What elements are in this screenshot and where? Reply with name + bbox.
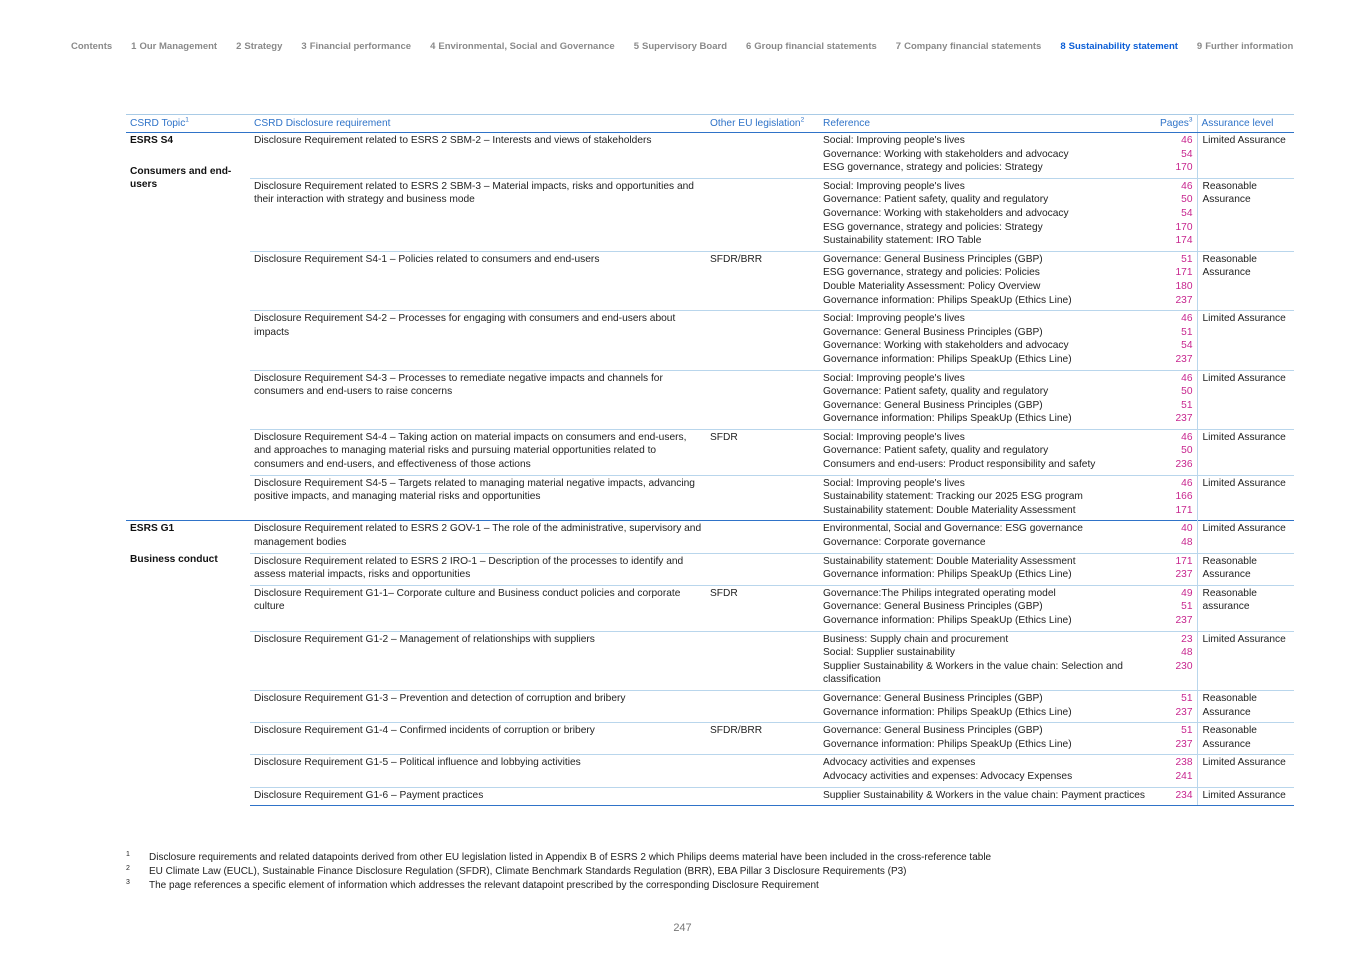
header-disclosure-requirement: CSRD Disclosure requirement	[250, 115, 706, 133]
footnote-mark: 2	[126, 865, 130, 872]
page-link[interactable]: 237	[1175, 706, 1193, 718]
header-assurance-level: Assurance level	[1197, 115, 1294, 133]
page-link[interactable]: 241	[1175, 770, 1193, 782]
reference-cell	[819, 133, 1156, 179]
nav-number: 7	[895, 40, 902, 52]
footnote-text: The page references a specific element of information which addresses the relevant datapoint prescribed by the corresponding Disclosure Requirement	[149, 880, 819, 891]
table-row	[126, 251, 1294, 310]
footnote	[126, 851, 991, 865]
assurance-level-cell: Limited Assurance	[1197, 429, 1294, 475]
page-link[interactable]: 46	[1181, 477, 1193, 489]
table-row	[126, 723, 1294, 755]
page-link[interactable]: 48	[1181, 647, 1193, 659]
page-link[interactable]: 40	[1181, 523, 1193, 535]
disclosure-requirement-cell: Disclosure Requirement G1-4 – Confirmed incidents of corruption or bribery	[250, 723, 706, 755]
eu-legislation-cell	[706, 787, 819, 806]
pages-cell	[1156, 429, 1197, 475]
reference-cell	[819, 178, 1156, 251]
reference-cell	[819, 755, 1156, 787]
eu-legislation-cell: SFDR	[706, 585, 819, 631]
nav-label: Financial performance	[309, 40, 412, 52]
page-link[interactable]: 171	[1175, 504, 1193, 516]
pages-cell	[1156, 133, 1197, 179]
eu-legislation-cell	[706, 631, 819, 690]
reference-line[interactable]: Governance: General Business Principles (GBP)	[823, 725, 1043, 737]
reference-line[interactable]: Consumers and end-users: Product responsibility and safety	[823, 459, 1096, 471]
table-row	[126, 429, 1294, 475]
assurance-level-cell: Reasonable assurance	[1197, 585, 1294, 631]
disclosure-requirement-cell: Disclosure Requirement G1-3 – Prevention and detection of corruption and bribery	[250, 690, 706, 722]
eu-legislation-cell	[706, 690, 819, 722]
page-link[interactable]: 46	[1181, 372, 1193, 384]
disclosure-requirement-cell: Disclosure Requirement related to ESRS 2 IRO-1 – Description of the processes to identify and assess material impacts, risks and opportunities	[250, 553, 706, 585]
table-row	[126, 311, 1294, 370]
eu-legislation-cell	[706, 553, 819, 585]
disclosure-requirement-cell: Disclosure Requirement S4-2 – Processes for engaging with consumers and end-users about impacts	[250, 311, 706, 370]
header-csrd-topic: CSRD Topic$^1$	[126, 115, 250, 133]
page-link[interactable]: 54	[1181, 148, 1193, 160]
reference-cell	[819, 585, 1156, 631]
page-link[interactable]: 237	[1175, 615, 1193, 626]
csrd-topic-cell	[126, 521, 250, 806]
assurance-level-cell: Limited Assurance	[1202, 135, 1286, 146]
pages-cell	[1156, 690, 1197, 722]
table-row	[126, 521, 1294, 553]
nav-number: 4	[430, 40, 436, 52]
reference-line[interactable]: Governance: General Business Principles (GBP)	[823, 692, 1043, 704]
page-link[interactable]: 48	[1181, 537, 1193, 549]
disclosure-requirement-cell: Disclosure Requirement G1-1– Corporate culture and Business conduct policies and corporate culture	[250, 585, 706, 631]
eu-legislation-cell	[706, 311, 819, 370]
reference-line[interactable]: Governance information: Philips SpeakUp (Ethics Line)	[823, 413, 1072, 425]
eu-legislation-cell	[706, 370, 819, 429]
nav-label: Our Management	[139, 40, 218, 52]
footnote	[126, 879, 991, 893]
pages-cell	[1156, 755, 1197, 787]
pages-cell	[1156, 787, 1197, 806]
nav-item-our-management[interactable]	[131, 41, 217, 52]
page-link[interactable]: 51	[1181, 725, 1193, 737]
nav-label: Group financial statements	[754, 40, 877, 52]
topic-name: Consumers and end-users	[130, 165, 232, 191]
table-row	[126, 631, 1294, 690]
reference-line[interactable]: Governance information: Philips SpeakUp (Ethics Line)	[823, 706, 1072, 718]
reference-cell	[819, 521, 1156, 553]
nav-number: 1	[131, 40, 137, 52]
page-link[interactable]: 51	[1181, 601, 1193, 613]
footnote-mark: 1	[126, 851, 130, 858]
reference-line[interactable]: Governance: Patient safety, quality and regulatory	[823, 194, 1049, 206]
reference-line[interactable]: Sustainability statement: Double Materiality Assessment	[823, 555, 1076, 567]
pages-cell	[1156, 178, 1197, 251]
nav-item-further-information[interactable]	[1197, 41, 1293, 52]
reference-line[interactable]: Social: Improving people's lives	[823, 135, 965, 146]
disclosure-requirement-cell: Disclosure Requirement related to ESRS 2 SBM-2 – Interests and views of stakeholders	[254, 135, 652, 146]
topic-name: Business conduct	[130, 554, 218, 566]
nav-label: Supervisory Board	[642, 40, 727, 52]
table-row	[126, 178, 1294, 251]
nav-label: Environmental, Social and Governance	[438, 40, 615, 52]
top-navigation	[68, 39, 1312, 53]
reference-line[interactable]: Supplier Sustainability & Workers in the value chain: Selection and classification	[823, 660, 1123, 686]
nav-label: Further information	[1205, 40, 1294, 52]
assurance-level-cell: Limited Assurance	[1197, 755, 1294, 787]
page-link[interactable]: 51	[1181, 692, 1193, 704]
reference-line[interactable]: Social: Improving people's lives	[823, 372, 965, 384]
pages-cell	[1156, 370, 1197, 429]
page-link[interactable]: 46	[1181, 135, 1193, 146]
page-link[interactable]: 234	[1175, 789, 1193, 801]
nav-item-company-financial-statements[interactable]	[896, 41, 1042, 52]
reference-line[interactable]: Governance: General Business Principles (GBP)	[823, 601, 1043, 613]
pages-cell	[1156, 475, 1197, 521]
assurance-level-cell: Limited Assurance	[1197, 370, 1294, 429]
table-row	[126, 133, 1294, 179]
reference-cell	[819, 723, 1156, 755]
nav-label: Strategy	[244, 40, 283, 52]
page-link[interactable]: 51	[1181, 399, 1193, 411]
reference-line[interactable]: Advocacy activities and expenses	[823, 757, 976, 769]
disclosure-requirement-cell: Disclosure Requirement related to ESRS 2 GOV-1 – The role of the administrative, supervisory and management bodies	[250, 521, 706, 553]
reference-line[interactable]: Business: Supply chain and procurement	[823, 633, 1009, 645]
page-link[interactable]: 180	[1175, 280, 1193, 292]
footnote	[126, 865, 991, 879]
reference-line[interactable]: Governance: Working with stakeholders and advocacy	[823, 207, 1069, 219]
nav-number: 6	[746, 40, 752, 52]
pages-cell	[1156, 251, 1197, 310]
topic-code: ESRS G1	[130, 523, 175, 535]
reference-line[interactable]: Social: Improving people's lives	[823, 180, 965, 192]
disclosure-requirement-cell: Disclosure Requirement S4-5 – Targets related to managing material negative impacts, advancing positive impacts, and managing material risks and opportunities	[250, 475, 706, 521]
reference-line[interactable]: Governance information: Philips SpeakUp (Ethics Line)	[823, 738, 1072, 750]
eu-legislation-cell	[706, 475, 819, 521]
page-link[interactable]: 236	[1175, 459, 1193, 471]
pages-cell	[1156, 521, 1197, 553]
nav-number: 3	[301, 40, 307, 52]
reference-cell	[819, 787, 1156, 806]
page-link[interactable]: 171	[1175, 555, 1193, 567]
header-other-eu-legislation: Other EU legislation$^2$	[706, 115, 819, 133]
disclosure-requirement-cell: Disclosure Requirement G1-6 – Payment practices	[250, 787, 706, 806]
assurance-level-cell: Limited Assurance	[1197, 631, 1294, 690]
page-link[interactable]: 23	[1181, 633, 1193, 645]
reference-line[interactable]: Environmental, Social and Governance: ESG governance	[823, 523, 1083, 535]
eu-legislation-cell	[706, 178, 819, 251]
page-link[interactable]: 170	[1175, 162, 1193, 174]
reference-line[interactable]: Governance: Corporate governance	[823, 537, 986, 549]
table-body	[126, 133, 1294, 806]
page-link[interactable]: 46	[1181, 431, 1193, 443]
reference-line[interactable]: Governance: Working with stakeholders and advocacy	[823, 148, 1069, 160]
reference-line[interactable]: Governance: Patient safety, quality and regulatory	[823, 445, 1049, 457]
reference-line[interactable]: Governance information: Philips SpeakUp (Ethics Line)	[823, 569, 1072, 581]
reference-line[interactable]: Governance: General Business Principles (GBP)	[823, 326, 1043, 338]
page-link[interactable]: 237	[1175, 738, 1193, 750]
reference-line[interactable]: Supplier Sustainability & Workers in the value chain: Payment practices	[823, 789, 1146, 801]
page-link[interactable]: 50	[1181, 445, 1193, 457]
reference-line[interactable]: ESG governance, strategy and policies: Strategy	[823, 221, 1043, 233]
reference-line[interactable]: Governance: Patient safety, quality and regulatory	[823, 386, 1049, 398]
pages-cell	[1156, 585, 1197, 631]
table-row	[126, 370, 1294, 429]
nav-item-sustainability-statement[interactable]	[1060, 41, 1178, 52]
eu-legislation-cell: SFDR/BRR	[706, 723, 819, 755]
reference-line[interactable]: Social: Supplier sustainability	[823, 647, 955, 659]
nav-number: 5	[633, 40, 639, 52]
nav-number: 2	[236, 40, 242, 52]
reference-line[interactable]: ESG governance, strategy and policies: Strategy	[823, 162, 1043, 174]
assurance-level-cell: Limited Assurance	[1197, 787, 1294, 806]
assurance-level-cell: Reasonable Assurance	[1197, 723, 1294, 755]
table-row	[126, 475, 1294, 521]
page-link[interactable]: 238	[1175, 757, 1193, 769]
header-pages: Pages$^3$	[1156, 115, 1197, 133]
pages-cell	[1156, 311, 1197, 370]
page-link[interactable]: 237	[1175, 294, 1193, 306]
disclosure-requirement-cell: Disclosure Requirement G1-2 – Management of relationships with suppliers	[250, 631, 706, 690]
reference-line[interactable]: Advocacy activities and expenses: Advocacy Expenses	[823, 770, 1073, 782]
reference-line[interactable]: Sustainability statement: Double Materiality Assessment	[823, 504, 1076, 516]
reference-cell	[819, 475, 1156, 521]
page-link[interactable]: 46	[1181, 180, 1193, 192]
csrd-topic-cell	[126, 133, 250, 521]
nav-item-esg[interactable]	[430, 41, 615, 52]
eu-legislation-cell: SFDR/BRR	[706, 251, 819, 310]
page-number: 247	[673, 922, 692, 934]
assurance-level-cell: Limited Assurance	[1197, 521, 1294, 553]
page-link[interactable]: 50	[1181, 194, 1193, 206]
reference-line[interactable]: Social: Improving people's lives	[823, 477, 965, 489]
page-link[interactable]: 174	[1175, 235, 1193, 247]
nav-number: 9	[1196, 40, 1203, 52]
page-link[interactable]: 51	[1181, 253, 1193, 265]
page-link[interactable]: 166	[1175, 491, 1193, 503]
page-link[interactable]: 237	[1175, 569, 1193, 581]
assurance-level-cell: Reasonable Assurance	[1197, 690, 1294, 722]
assurance-level-cell: Limited Assurance	[1197, 311, 1294, 370]
cross-reference-table-wrapper	[126, 114, 1294, 806]
pages-cell	[1156, 631, 1197, 690]
page-link[interactable]: 50	[1181, 386, 1193, 398]
reference-cell	[819, 631, 1156, 690]
nav-item-supervisory-board[interactable]	[634, 41, 727, 52]
eu-legislation-cell: SFDR	[706, 429, 819, 475]
reference-cell	[819, 251, 1156, 310]
pages-cell	[1156, 723, 1197, 755]
disclosure-requirement-cell: Disclosure Requirement S4-1 – Policies related to consumers and end-users	[250, 251, 706, 310]
page-link[interactable]: 170	[1175, 221, 1193, 233]
nav-label: Company financial statements	[904, 40, 1042, 52]
table-row	[126, 553, 1294, 585]
nav-label: Sustainability statement	[1068, 40, 1178, 52]
nav-label: Contents	[71, 40, 113, 52]
table-header-row	[126, 115, 1294, 133]
reference-line[interactable]: Governance:The Philips integrated operating model	[823, 587, 1056, 599]
reference-line[interactable]: Double Materiality Assessment: Policy Overview	[823, 280, 1041, 292]
page-link[interactable]: 51	[1181, 326, 1193, 338]
reference-line[interactable]: Sustainability statement: IRO Table	[823, 235, 982, 247]
reference-line[interactable]: Social: Improving people's lives	[823, 313, 965, 325]
footnotes	[126, 851, 991, 893]
header-reference: Reference	[819, 115, 1156, 133]
page-link[interactable]: 237	[1175, 413, 1193, 425]
eu-legislation-cell	[706, 755, 819, 787]
table-row	[126, 585, 1294, 631]
nav-item-contents[interactable]	[68, 41, 112, 52]
nav-item-group-financial-statements[interactable]	[746, 41, 877, 52]
reference-line[interactable]: Governance: General Business Principles (GBP)	[823, 399, 1043, 411]
footnote-mark: 3	[126, 879, 130, 886]
reference-line[interactable]: Governance: General Business Principles (GBP)	[823, 253, 1043, 265]
topic-code: ESRS S4	[130, 135, 174, 146]
reference-line[interactable]: Social: Improving people's lives	[823, 431, 965, 443]
table-row	[126, 755, 1294, 787]
reference-line[interactable]: Governance information: Philips SpeakUp (Ethics Line)	[823, 615, 1072, 626]
page-link[interactable]: 54	[1181, 207, 1193, 219]
disclosure-requirement-cell: Disclosure Requirement S4-4 – Taking action on material impacts on consumers and end-users, and approaches to managing material risks and pursuing material opportunities related to consumers and end-users, and effectiveness of those actions	[250, 429, 706, 475]
disclosure-requirement-cell: Disclosure Requirement S4-3 – Processes to remediate negative impacts and channels for consumers and end-users to raise concerns	[250, 370, 706, 429]
reference-cell	[819, 370, 1156, 429]
assurance-level-cell: Limited Assurance	[1197, 475, 1294, 521]
nav-number: 8	[1060, 40, 1066, 52]
eu-legislation-cell	[706, 521, 819, 553]
eu-legislation-cell	[706, 133, 819, 179]
reference-line[interactable]: Governance information: Philips SpeakUp (Ethics Line)	[823, 353, 1072, 365]
footnote-text: EU Climate Law (EUCL), Sustainable Finance Disclosure Regulation (SFDR), Climate Benchmark Standards Regulation (BRR), EBA Pillar 3 Disclosure Requirements (P3)	[149, 866, 907, 877]
assurance-level-cell: Reasonable Assurance	[1197, 251, 1294, 310]
reference-cell	[819, 429, 1156, 475]
page-link[interactable]: 171	[1175, 267, 1193, 279]
nav-item-strategy[interactable]	[236, 41, 282, 52]
page-link[interactable]: 49	[1181, 587, 1193, 599]
nav-item-financial-performance[interactable]	[301, 41, 411, 52]
table-row	[126, 787, 1294, 806]
page-link[interactable]: 237	[1175, 353, 1193, 365]
page-link[interactable]: 54	[1181, 340, 1193, 352]
reference-line[interactable]: Sustainability statement: Tracking our 2025 ESG program	[823, 491, 1083, 503]
cross-reference-table	[126, 114, 1294, 806]
disclosure-requirement-cell: Disclosure Requirement related to ESRS 2 SBM-3 – Material impacts, risks and opportunities and their interaction with strategy and business mode	[250, 178, 706, 251]
disclosure-requirement-cell: Disclosure Requirement G1-5 – Political influence and lobbying activities	[250, 755, 706, 787]
footnote-text: Disclosure requirements and related datapoints derived from other EU legislation listed in Appendix B of ESRS 2 which Philips deems material have been included in the cross-reference table	[149, 852, 992, 863]
reference-cell	[819, 690, 1156, 722]
assurance-level-cell: Reasonable Assurance	[1197, 178, 1294, 251]
page-link[interactable]: 230	[1175, 660, 1193, 672]
pages-cell	[1156, 553, 1197, 585]
reference-cell	[819, 553, 1156, 585]
assurance-level-cell: Reasonable Assurance	[1197, 553, 1294, 585]
reference-line[interactable]: Governance information: Philips SpeakUp (Ethics Line)	[823, 294, 1072, 306]
table-row	[126, 690, 1294, 722]
reference-line[interactable]: ESG governance, strategy and policies: Policies	[823, 267, 1040, 279]
reference-line[interactable]: Governance: Working with stakeholders and advocacy	[823, 340, 1069, 352]
reference-cell	[819, 311, 1156, 370]
page-link[interactable]: 46	[1181, 313, 1193, 325]
